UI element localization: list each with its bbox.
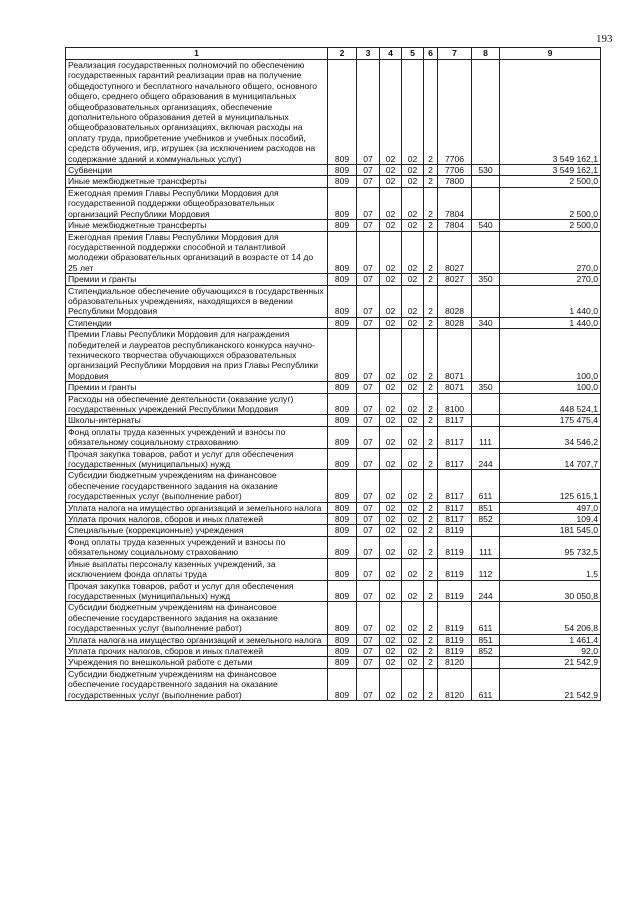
col-header: 2 [328,48,357,60]
code-subsection: 02 [380,426,402,448]
code-section: 07 [357,231,380,274]
code-subsection: 02 [380,382,402,393]
code-subprogram: 2 [424,382,438,393]
code-program: 02 [402,602,424,634]
code-section: 07 [357,602,380,634]
code-target: 8120 [438,668,472,700]
code-expense-type [472,231,500,274]
code-expense-type: 244 [472,580,500,602]
code-program: 02 [402,274,424,285]
col-header: 7 [438,48,472,60]
code-subsection: 02 [380,60,402,165]
code-subprogram: 2 [424,602,438,634]
code-target: 8071 [438,329,472,382]
code-target: 8119 [438,645,472,656]
code-program: 02 [402,231,424,274]
code-ministry: 809 [328,558,357,580]
row-amount: 92,0 [500,645,601,656]
code-expense-type [472,415,500,426]
table-row [66,602,601,634]
code-expense-type: 340 [472,317,500,328]
code-program: 02 [402,470,424,502]
code-expense-type [472,176,500,187]
code-ministry: 809 [328,657,357,668]
code-subsection: 02 [380,470,402,502]
code-subsection: 02 [380,634,402,645]
code-section: 07 [357,525,380,536]
table-row [66,426,601,448]
code-subprogram: 2 [424,580,438,602]
code-section: 07 [357,393,380,415]
code-target: 8071 [438,382,472,393]
code-section: 07 [357,558,380,580]
code-expense-type [472,285,500,317]
code-program: 02 [402,382,424,393]
code-section: 07 [357,426,380,448]
page-number: 193 [596,33,613,45]
table-row [66,165,601,176]
code-section: 07 [357,502,380,513]
row-name: Уплата налога на имущество организаций и земельного налога [66,634,328,645]
code-program: 02 [402,317,424,328]
code-section: 07 [357,448,380,470]
code-ministry: 809 [328,187,357,219]
row-amount: 2 500,0 [500,187,601,219]
code-subsection: 02 [380,558,402,580]
code-subsection: 02 [380,580,402,602]
code-subprogram: 2 [424,285,438,317]
code-target: 8117 [438,470,472,502]
row-amount: 1,5 [500,558,601,580]
code-target: 7804 [438,187,472,219]
code-target: 8117 [438,448,472,470]
code-ministry: 809 [328,393,357,415]
code-subprogram: 2 [424,415,438,426]
code-program: 02 [402,393,424,415]
row-name: Премии и гранты [66,382,328,393]
row-amount: 1 461,4 [500,634,601,645]
code-subprogram: 2 [424,231,438,274]
code-ministry: 809 [328,317,357,328]
code-section: 07 [357,176,380,187]
code-section: 07 [357,285,380,317]
code-expense-type: 852 [472,514,500,525]
row-name: Прочая закупка товаров, работ и услуг для обеспечения государственных (муниципальных) нужд [66,580,328,602]
code-expense-type [472,657,500,668]
budget-table [65,47,601,701]
row-name: Реализация государственных полномочий по обеспечению государственных гарантий реализации прав на получение общедоступного и бесплатного начального общего, основного общего, среднего общего образования в муниципальных общеобразовательных организациях, обеспечение дополнительного образования детей в муниципальных общеобразовательных организациях, включая расходы на оплату труда, приобретение учебников и учебных пособий, средств обучения, игр, игрушек (за исключением расходов на содержание зданий и коммунальных услуг) [66,60,328,165]
table-row [66,668,601,700]
table-row [66,176,601,187]
code-target: 8119 [438,634,472,645]
row-amount: 2 500,0 [500,220,601,231]
code-program: 02 [402,220,424,231]
table-row [66,285,601,317]
row-amount: 181 545,0 [500,525,601,536]
table-row [66,220,601,231]
code-subsection: 02 [380,502,402,513]
code-subsection: 02 [380,317,402,328]
code-program: 02 [402,502,424,513]
table-body [66,60,601,701]
code-ministry: 809 [328,634,357,645]
code-program: 02 [402,176,424,187]
code-subsection: 02 [380,176,402,187]
row-amount: 497,0 [500,502,601,513]
code-target: 7804 [438,220,472,231]
code-subsection: 02 [380,668,402,700]
code-subprogram: 2 [424,176,438,187]
row-name: Фонд оплаты труда казенных учреждений и взносы по обязательному социальному страхованию [66,536,328,558]
code-subprogram: 2 [424,558,438,580]
code-section: 07 [357,415,380,426]
table-row [66,187,601,219]
code-program: 02 [402,525,424,536]
code-ministry: 809 [328,525,357,536]
code-program: 02 [402,329,424,382]
row-amount: 1 440,0 [500,317,601,328]
code-subsection: 02 [380,285,402,317]
table-row [66,580,601,602]
code-subprogram: 2 [424,668,438,700]
table-row [66,536,601,558]
code-ministry: 809 [328,470,357,502]
code-subsection: 02 [380,525,402,536]
row-amount: 54 206,8 [500,602,601,634]
code-ministry: 809 [328,645,357,656]
row-name: Уплата налога на имущество организаций и земельного налога [66,502,328,513]
code-subsection: 02 [380,602,402,634]
row-name: Стипендии [66,317,328,328]
row-name: Учреждения по внешкольной работе с детьми [66,657,328,668]
code-subsection: 02 [380,393,402,415]
code-section: 07 [357,645,380,656]
code-target: 8117 [438,514,472,525]
code-subsection: 02 [380,645,402,656]
code-section: 07 [357,60,380,165]
row-amount: 2 500,0 [500,176,601,187]
code-target: 8100 [438,393,472,415]
code-ministry: 809 [328,668,357,700]
code-section: 07 [357,470,380,502]
code-subprogram: 2 [424,165,438,176]
code-subsection: 02 [380,329,402,382]
code-ministry: 809 [328,502,357,513]
code-expense-type: 244 [472,448,500,470]
code-subprogram: 2 [424,470,438,502]
row-name: Субсидии бюджетным учреждениям на финансовое обеспечение государственного задания на оказание государственных услуг (выполнение работ) [66,602,328,634]
code-expense-type: 111 [472,536,500,558]
table-row [66,634,601,645]
code-section: 07 [357,634,380,645]
table-row [66,329,601,382]
code-subprogram: 2 [424,657,438,668]
code-expense-type [472,60,500,165]
code-subprogram: 2 [424,187,438,219]
code-program: 02 [402,668,424,700]
row-name: Расходы на обеспечение деятельности (оказание услуг) государственных учреждений Республики Мордовия [66,393,328,415]
code-subsection: 02 [380,231,402,274]
code-ministry: 809 [328,426,357,448]
code-expense-type: 611 [472,602,500,634]
code-program: 02 [402,448,424,470]
table-row [66,415,601,426]
row-name: Фонд оплаты труда казенных учреждений и взносы по обязательному социальному страхованию [66,426,328,448]
code-subprogram: 2 [424,317,438,328]
row-name: Иные межбюджетные трансферты [66,176,328,187]
code-subprogram: 2 [424,426,438,448]
code-target: 8119 [438,602,472,634]
code-expense-type: 540 [472,220,500,231]
row-name: Уплата прочих налогов, сборов и иных платежей [66,514,328,525]
code-program: 02 [402,165,424,176]
col-header: 8 [472,48,500,60]
row-name: Иные выплаты персоналу казенных учреждений, за исключением фонда оплаты труда [66,558,328,580]
code-ministry: 809 [328,285,357,317]
row-amount: 14 707,7 [500,448,601,470]
table-row [66,448,601,470]
code-program: 02 [402,645,424,656]
row-name: Субвенции [66,165,328,176]
row-name: Уплата прочих налогов, сборов и иных платежей [66,645,328,656]
col-header: 3 [357,48,380,60]
row-name: Ежегодная премия Главы Республики Мордовия для государственной поддержки общеобразовательных организаций Республики Мордовия [66,187,328,219]
row-name: Ежегодная премия Главы Республики Мордовия для государственной поддержки способной и талантливой молодежи образовательных организаций в возрасте от 14 до 25 лет [66,231,328,274]
code-program: 02 [402,580,424,602]
row-name: Школы-интернаты [66,415,328,426]
row-amount: 100,0 [500,382,601,393]
code-target: 7800 [438,176,472,187]
code-subprogram: 2 [424,514,438,525]
code-target: 8028 [438,285,472,317]
code-target: 8028 [438,317,472,328]
code-section: 07 [357,220,380,231]
table-row [66,274,601,285]
code-section: 07 [357,580,380,602]
code-section: 07 [357,668,380,700]
row-amount: 21 542,9 [500,657,601,668]
col-header: 9 [500,48,601,60]
code-expense-type [472,393,500,415]
code-program: 02 [402,634,424,645]
code-subsection: 02 [380,657,402,668]
table-row [66,657,601,668]
code-expense-type [472,187,500,219]
code-expense-type: 852 [472,645,500,656]
code-subsection: 02 [380,514,402,525]
row-name: Иные межбюджетные трансферты [66,220,328,231]
code-subsection: 02 [380,187,402,219]
code-expense-type: 530 [472,165,500,176]
code-subprogram: 2 [424,329,438,382]
code-target: 8117 [438,502,472,513]
code-section: 07 [357,274,380,285]
code-ministry: 809 [328,602,357,634]
code-ministry: 809 [328,176,357,187]
code-expense-type [472,525,500,536]
table-row [66,502,601,513]
code-expense-type: 611 [472,668,500,700]
code-ministry: 809 [328,580,357,602]
code-ministry: 809 [328,220,357,231]
table-row [66,382,601,393]
code-expense-type: 611 [472,470,500,502]
code-target: 8119 [438,558,472,580]
code-target: 8119 [438,525,472,536]
code-subsection: 02 [380,274,402,285]
header-row [66,48,601,60]
row-amount: 95 732,5 [500,536,601,558]
code-subprogram: 2 [424,536,438,558]
row-amount: 125 615,1 [500,470,601,502]
row-amount: 270,0 [500,274,601,285]
row-amount: 270,0 [500,231,601,274]
code-subprogram: 2 [424,220,438,231]
code-expense-type: 112 [472,558,500,580]
code-program: 02 [402,285,424,317]
code-expense-type: 851 [472,634,500,645]
code-program: 02 [402,426,424,448]
code-subsection: 02 [380,165,402,176]
code-ministry: 809 [328,448,357,470]
row-name: Субсидии бюджетным учреждениям на финансовое обеспечение государственного задания на оказание государственных услуг (выполнение работ) [66,470,328,502]
row-name: Прочая закупка товаров, работ и услуг для обеспечения государственных (муниципальных) нужд [66,448,328,470]
row-name: Стипендиальное обеспечение обучающихся в государственных образовательных учреждениях, находящихся в ведении Республики Мордовия [66,285,328,317]
code-section: 07 [357,657,380,668]
code-target: 8119 [438,580,472,602]
code-ministry: 809 [328,165,357,176]
row-amount: 3 549 162,1 [500,165,601,176]
row-name: Специальные (коррекционные) учреждения [66,525,328,536]
row-amount: 109,4 [500,514,601,525]
code-program: 02 [402,657,424,668]
code-ministry: 809 [328,415,357,426]
code-target: 7706 [438,165,472,176]
row-amount: 21 542,9 [500,668,601,700]
code-target: 8027 [438,231,472,274]
code-program: 02 [402,415,424,426]
table-row [66,558,601,580]
code-subprogram: 2 [424,502,438,513]
code-ministry: 809 [328,231,357,274]
code-section: 07 [357,165,380,176]
code-target: 8120 [438,657,472,668]
table-row [66,470,601,502]
code-target: 8117 [438,415,472,426]
code-program: 02 [402,60,424,165]
code-subprogram: 2 [424,393,438,415]
row-amount: 1 440,0 [500,285,601,317]
code-subsection: 02 [380,415,402,426]
code-expense-type: 350 [472,274,500,285]
col-header: 4 [380,48,402,60]
row-amount: 448 524,1 [500,393,601,415]
code-section: 07 [357,382,380,393]
col-header: 5 [402,48,424,60]
table-row [66,393,601,415]
code-ministry: 809 [328,329,357,382]
code-subprogram: 2 [424,525,438,536]
code-section: 07 [357,514,380,525]
code-target: 8027 [438,274,472,285]
code-program: 02 [402,187,424,219]
table-row [66,514,601,525]
table-row [66,231,601,274]
code-ministry: 809 [328,274,357,285]
table-row [66,645,601,656]
code-expense-type: 851 [472,502,500,513]
row-name: Премии Главы Республики Мордовия для награждения победителей и лауреатов республиканского конкурса научно-технического творчества обучающихся образовательных организаций Республики Мордовия на приз Главы Республики Мордовия [66,329,328,382]
row-name: Субсидии бюджетным учреждениям на финансовое обеспечение государственного задания на оказание государственных услуг (выполнение работ) [66,668,328,700]
code-expense-type: 350 [472,382,500,393]
table-row [66,525,601,536]
row-amount: 100,0 [500,329,601,382]
code-section: 07 [357,329,380,382]
code-program: 02 [402,536,424,558]
code-subsection: 02 [380,220,402,231]
row-amount: 30 050,8 [500,580,601,602]
code-subprogram: 2 [424,645,438,656]
code-subprogram: 2 [424,448,438,470]
code-target: 7706 [438,60,472,165]
row-amount: 175 475,4 [500,415,601,426]
code-subprogram: 2 [424,634,438,645]
code-target: 8117 [438,426,472,448]
code-target: 8119 [438,536,472,558]
code-section: 07 [357,317,380,328]
code-section: 07 [357,187,380,219]
code-subprogram: 2 [424,274,438,285]
table-row [66,317,601,328]
code-expense-type [472,329,500,382]
code-ministry: 809 [328,514,357,525]
code-expense-type: 111 [472,426,500,448]
col-header: 6 [424,48,438,60]
row-amount: 34 546,2 [500,426,601,448]
row-amount: 3 549 162,1 [500,60,601,165]
code-ministry: 809 [328,536,357,558]
code-ministry: 809 [328,60,357,165]
table-row [66,60,601,165]
code-subsection: 02 [380,536,402,558]
row-name: Премии и гранты [66,274,328,285]
code-section: 07 [357,536,380,558]
code-subsection: 02 [380,448,402,470]
code-ministry: 809 [328,382,357,393]
code-subprogram: 2 [424,60,438,165]
col-header: 1 [66,48,328,60]
code-program: 02 [402,558,424,580]
code-program: 02 [402,514,424,525]
